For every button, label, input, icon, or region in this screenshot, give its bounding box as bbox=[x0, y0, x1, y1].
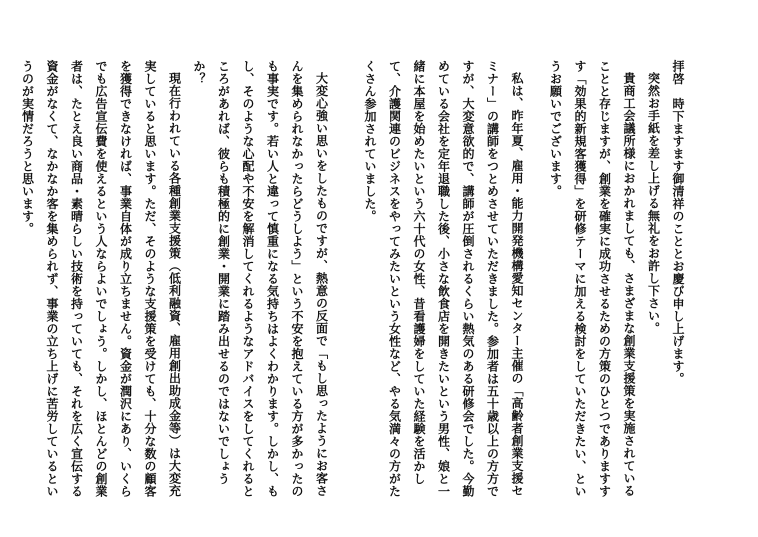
paragraph-request: 貴商工会議所様におかれましても、さまざまな創業支援策を実施されていることと存じますが、創業を確実に成功させるための方策のひとつでありますすす「効果的新規客獲得」を研修テーマに加える検討をしていただきたい、というお願いでございます。 bbox=[548, 60, 636, 498]
opening-line: 突然お手紙を差し上げる無礼をお許し下さい。 bbox=[646, 72, 661, 335]
paragraph-support-measures: 現在行われている各種創業支援策（低利融資、雇用創出助成金等）は大変充実していると思います。ただ、そのような支援策を受けても、十分な数の顧客を獲得できなければ、事業自体が成り立ちません。資金が潤沢にあり、いくらでも広告宣伝費を使えるという人ならよいでしょう。しかし、ほとんどの創業者は、たとえ良い商品・素晴らしい技術を持っていても、それを広く宣伝する資金がなくて、なかなか客を集められず、事業の立ち上げに苦労しているというのが実情だろうと思います。 bbox=[20, 60, 182, 498]
paragraph-seminar: 私は、昨年夏、雇用・能力開発機構愛知センター主催の「高齢者創業支援セミナー」の講師をつとめさせていただきました。参加者は五十歳以上の方方ですが、大変意欲的で、講師が圧倒されるくらい熱気のある研修会でした。今勤めている会社を定年退職した後、小さな飲食店を開きたいという男性、娘と一緒に本屋を始めたいという六十代の女性、昔看護婦をしていた経験を活かして、介護関連のビジネスをやってみたいという女性など、やる気満々の方がたくさん参加されていました。 bbox=[363, 60, 524, 498]
paragraph-concerns: 大変心強い思いをしたものですが、熱意の反面で「もし思ったようにお客さんを集められなかったらどうしよう」という不安を抱えている方が多かったのも事実です。若い人と違って慎重になる気持ちはよくわかります。しかし、もし、そのような心配や不安を解消してくれるようなアドバイスをしてくれるところがあれば、彼らも積極的に創業・開業に踏み出せるのではないでしょうか？ bbox=[192, 60, 329, 498]
letter-body bbox=[0, 60, 690, 500]
salutation: 拝啓 時下ますます御清祥のこととお慶び申し上げます。 bbox=[671, 60, 685, 385]
